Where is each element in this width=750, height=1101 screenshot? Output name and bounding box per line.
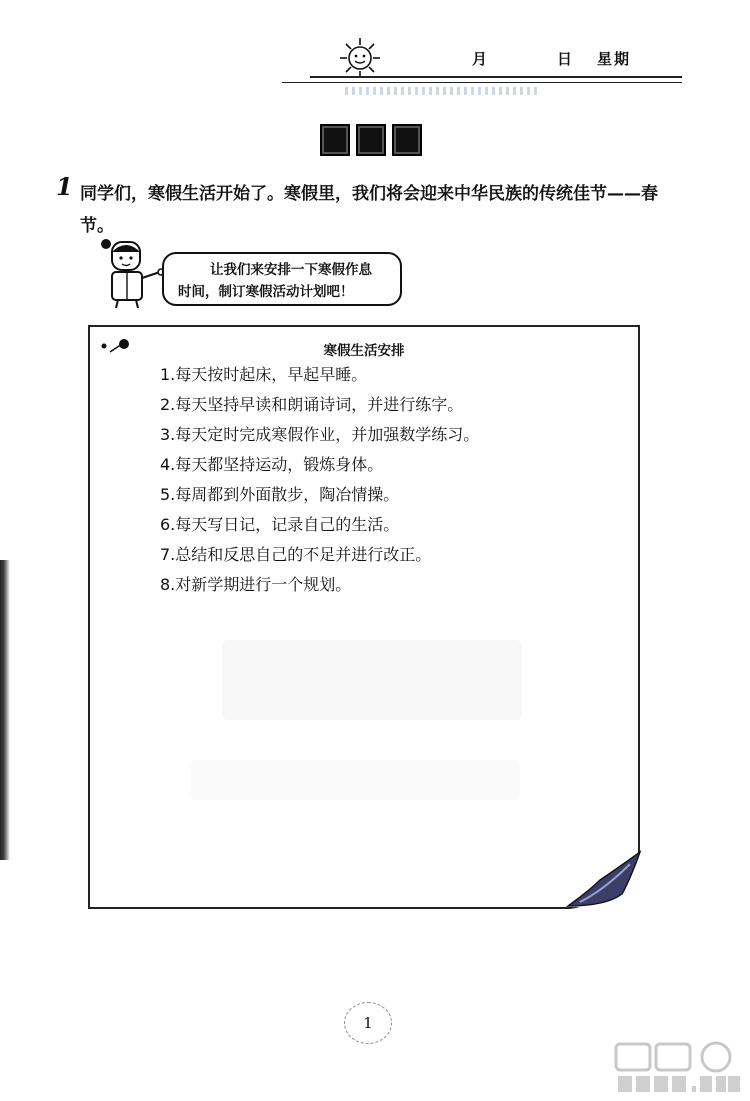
schedule-item: 6.每天写日记，记录自己的生活。 (160, 515, 400, 534)
section-title-stamps (320, 124, 422, 156)
site-logo-icon (612, 1040, 742, 1096)
question-number: 1 (56, 172, 73, 201)
scan-edge-shadow (0, 560, 10, 860)
header-rule (310, 76, 682, 78)
title-stamp (392, 124, 422, 156)
schedule-item: 8.对新学期进行一个规划。 (160, 575, 352, 594)
schedule-item: 4.每天都坚持运动，锻炼身体。 (160, 455, 384, 474)
faint-watermark (190, 760, 520, 800)
speech-line-1: 让我们来安排一下寒假作息 (210, 262, 372, 278)
schedule-item: 1.每天按时起床，早起早睡。 (160, 365, 368, 384)
schedule-item: 2.每天坚持早读和朗诵诗词，并进行练字。 (160, 395, 464, 414)
faint-watermark (222, 640, 522, 720)
weekday-label: 星期 (597, 50, 632, 68)
title-stamp (320, 124, 350, 156)
schedule-item: 3.每天定时完成寒假作业，并加强数学练习。 (160, 425, 480, 444)
page-curl-icon (560, 850, 642, 912)
header-rule-thin (282, 82, 682, 83)
scan-smudge (345, 87, 540, 95)
student-character-icon (98, 236, 164, 310)
title-stamp (356, 124, 386, 156)
speech-line-2: 时间，制订寒假活动计划吧！ (178, 284, 354, 300)
month-label: 月 (472, 50, 488, 68)
day-label: 日 (557, 50, 573, 68)
schedule-item: 5.每周都到外面散步，陶冶情操。 (160, 485, 400, 504)
page-number: 1 (344, 1002, 392, 1044)
speech-bubble (162, 252, 402, 306)
schedule-title: 寒假生活安排 (323, 343, 405, 359)
schedule-list (160, 360, 479, 600)
question-text: 同学们，寒假生活开始了。寒假里，我们将会迎来中华民族的传统佳节——春节。 (80, 184, 658, 236)
schedule-item: 7.总结和反思自己的不足并进行改正。 (160, 545, 432, 564)
sun-icon (338, 36, 382, 80)
